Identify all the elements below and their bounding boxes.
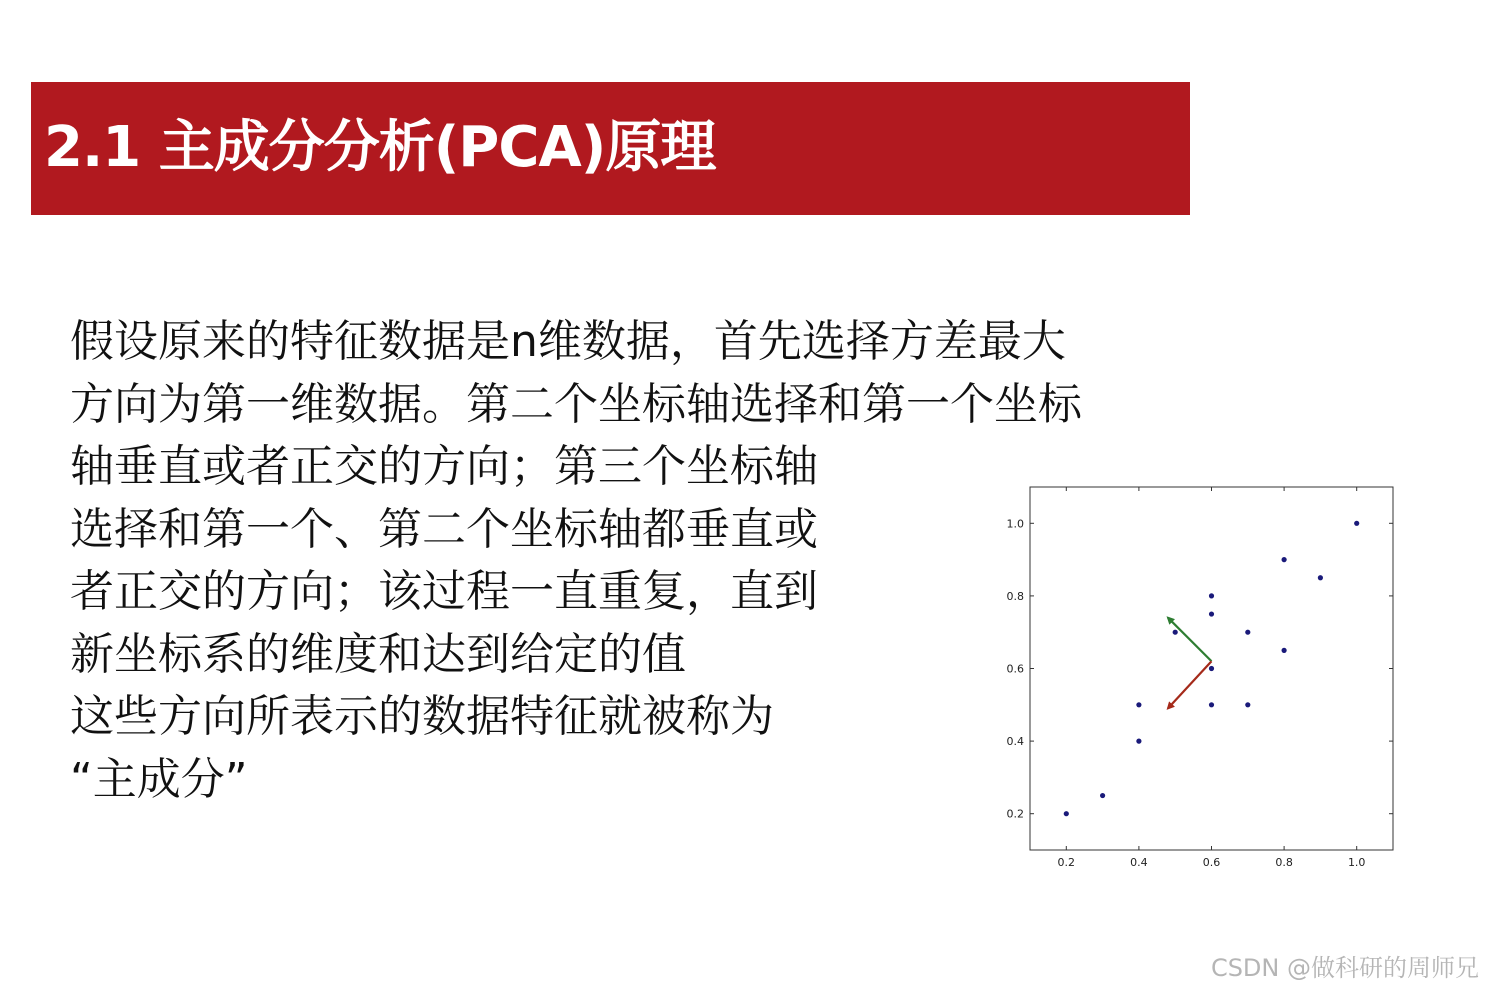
data-point <box>1136 739 1141 744</box>
x-tick-label: 0.6 <box>1202 856 1221 869</box>
body-line: 新坐标系的维度和达到给定的值 <box>70 628 686 680</box>
data-point <box>1245 702 1250 707</box>
y-tick-label: 0.4 <box>1006 735 1024 749</box>
data-point <box>1209 593 1214 598</box>
data-point <box>1100 793 1105 798</box>
body-line: 轴垂直或者正交的方向；第三个坐标轴 <box>70 441 818 492</box>
data-point <box>1282 648 1287 653</box>
body-line: 方向为第一维数据。第二个坐标轴选择和第一个坐标 <box>70 378 1082 430</box>
data-point <box>1209 666 1214 671</box>
y-tick-label: 0.2 <box>1006 807 1024 821</box>
body-line: 这些方向所表示的数据特征就被称为 <box>70 691 774 742</box>
x-tick-label: 1.0 <box>1347 856 1366 869</box>
chart-svg <box>990 475 1410 875</box>
data-point <box>1354 521 1359 526</box>
y-tick-label: 0.8 <box>1006 589 1024 603</box>
body-line: 者正交的方向；该过程一直重复，直到 <box>70 566 818 617</box>
pc1-arrow <box>1168 618 1212 662</box>
body-line: 选择和第一个、第二个坐标轴都垂直或 <box>70 503 818 555</box>
slide-title: 2.1 主成分分析(PCA)原理 <box>44 115 716 180</box>
x-tick-label: 0.2 <box>1057 856 1076 869</box>
data-point <box>1282 557 1287 562</box>
data-point <box>1173 630 1178 635</box>
body-line: 假设原来的特征数据是n维数据，首先选择方差最大 <box>70 316 1066 367</box>
x-tick-label: 0.8 <box>1275 856 1293 869</box>
data-point <box>1209 611 1214 616</box>
data-point <box>1318 575 1323 580</box>
data-point <box>1245 630 1250 635</box>
data-point <box>1064 811 1069 816</box>
data-point <box>1136 702 1141 707</box>
body-line: “主成分” <box>70 753 248 805</box>
data-point <box>1209 702 1214 707</box>
pc2-arrow <box>1168 661 1212 708</box>
y-tick-label: 0.6 <box>1006 662 1024 676</box>
body-text <box>70 311 1082 811</box>
pca-scatter-chart <box>990 475 1410 875</box>
x-tick-label: 0.4 <box>1130 856 1148 869</box>
y-tick-label: 1.0 <box>1006 517 1024 531</box>
watermark: CSDN @做科研的周师兄 <box>1210 954 1479 982</box>
